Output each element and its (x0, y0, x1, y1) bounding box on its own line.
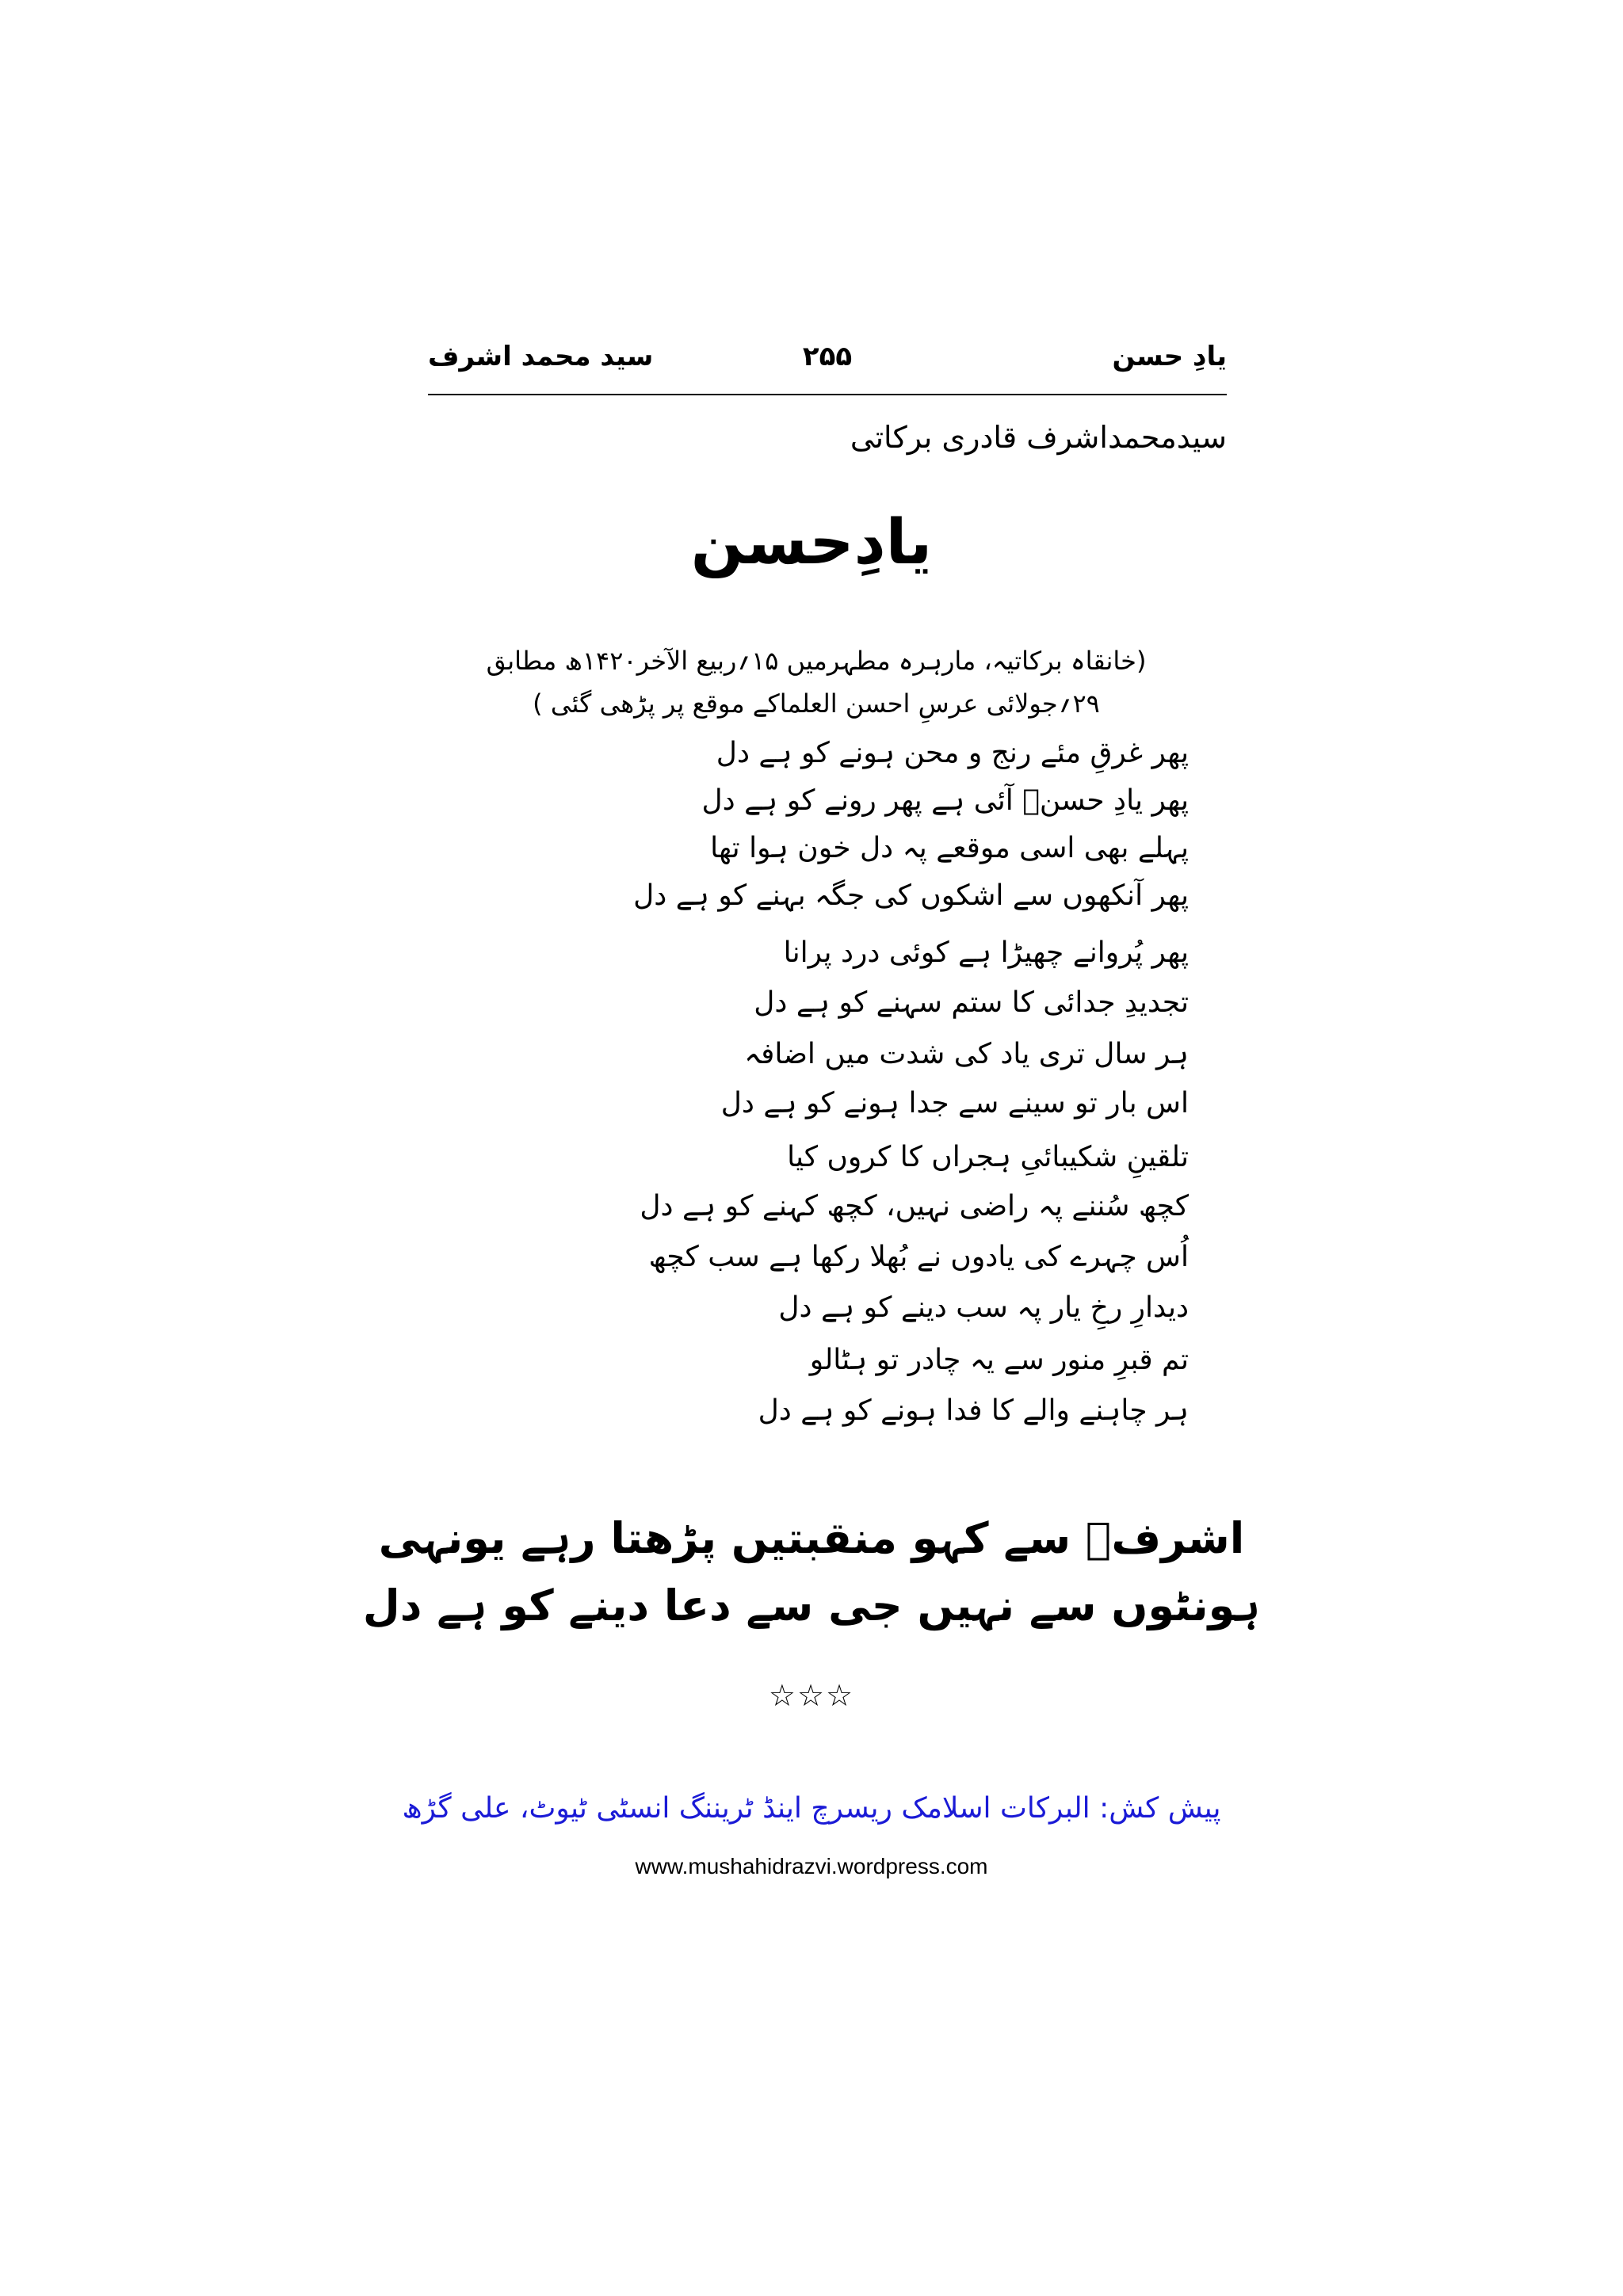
verse-line: پھر پُروانے چھیڑا ہے کوئی درد پرانا (783, 936, 1189, 969)
occasion-line-1: (خانقاہ برکاتیہ، مارہرہ مطہرمیں ۱۵؍ربیع الآخر۱۴۲۰ھ مطابق (486, 646, 1147, 676)
page-number: ۲۵۵ (802, 341, 853, 372)
verse-line: اس بار تو سینے سے جدا ہونے کو ہے دل (720, 1087, 1189, 1119)
website-url[interactable]: www.mushahidrazvi.wordpress.com (635, 1854, 988, 1878)
header-book-title: یادِ حسن (1112, 341, 1227, 372)
occasion-line-2: ۲۹؍جولائی عرسِ احسن العلماکے موقع پر پڑھی گئی ) (533, 688, 1100, 719)
verse-line: پہلے بھی اسی موقعے پہ دل خون ہوا تھا (710, 832, 1189, 864)
verse-line: دیدارِ رخِ یار پہ سب دینے کو ہے دل (778, 1291, 1189, 1324)
running-header (428, 341, 1227, 388)
author-name: سیدمحمداشرف قادری برکاتی (850, 420, 1227, 455)
publisher-credit: پیش کش: البرکات اسلامک ریسرچ اینڈ ٹریننگ انسٹی ٹیوٹ، علی گڑھ (402, 1792, 1221, 1825)
verse-line: پھر غرقِ مئے رنج و محن ہونے کو ہے دل (716, 737, 1189, 769)
verse-line: تلقینِ شکیبائیِ ہجراں کا کروں کیا (787, 1141, 1189, 1173)
header-author: سید محمد اشرف (428, 341, 654, 372)
verse-line: پھر آنکھوں سے اشکوں کی جگہ بہنے کو ہے دل (633, 879, 1189, 912)
verse-line: ہر سال تری یاد کی شدت میں اضافہ (744, 1038, 1189, 1070)
verse-line: تجدیدِ جدائی کا ستم سہنے کو ہے دل (754, 986, 1189, 1019)
verse-line: ہر چاہنے والے کا فدا ہونے کو ہے دل (758, 1394, 1189, 1427)
final-couplet-line-2: ہونٹوں سے نہیں جی سے دعا دینے کو ہے دل (362, 1581, 1261, 1630)
section-divider-stars: ☆☆☆ (768, 1678, 855, 1713)
verse-line: پھر یادِ حسنؔ آئی ہے پھر رونے کو ہے دل (701, 784, 1189, 817)
verse-line: اُس چہرے کی یادوں نے بُھلا رکھا ہے سب کچھ (648, 1241, 1189, 1273)
final-couplet-line-1: اشرفؔ سے کہو منقبتیں پڑھتا رہے یونہی (378, 1513, 1245, 1563)
verse-line: کچھ سُننے پہ راضی نہیں، کچھ کہنے کو ہے دل (640, 1190, 1189, 1222)
header-divider (428, 394, 1227, 395)
poem-title: یادِحسن (690, 507, 933, 578)
verse-line: تم قبرِ منور سے یہ چادر تو ہٹالو (809, 1344, 1189, 1376)
